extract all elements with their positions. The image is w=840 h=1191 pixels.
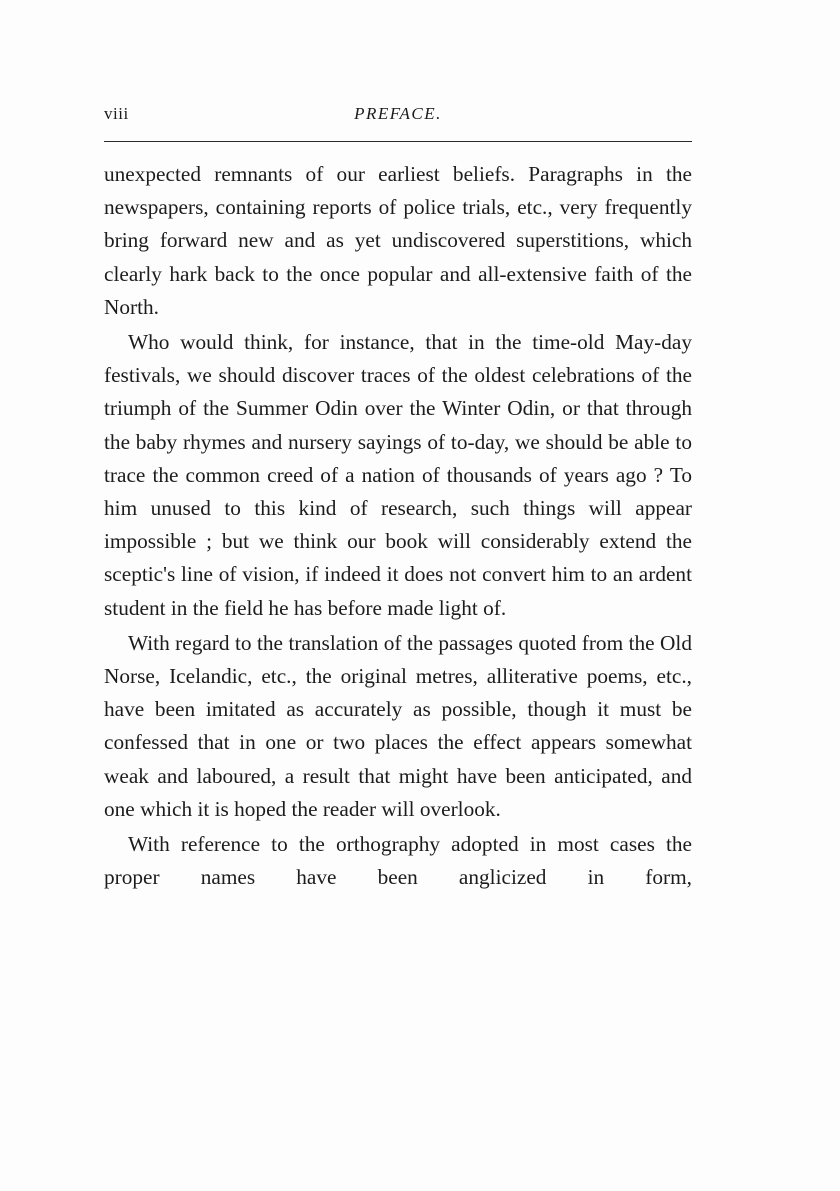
body-text xyxy=(104,158,692,894)
paragraph-mayday: Who would think, for instance, that in the time-old May-day festivals, we should discover traces of the oldest celebrations of the triumph of the Summer Odin over the Winter Odin, or that through the baby rhymes and nursery sayings of to-day, we should be able to trace the common creed of a nation of thousands of years ago ? To him unused to this kind of research, such things will appear impossible ; but we think our book will considerably extend the sceptic's line of vision, if indeed it does not convert him to an ardent student in the field he has before made light of. xyxy=(104,330,692,620)
page-number: viii xyxy=(104,104,129,123)
running-title: PREFACE. xyxy=(354,104,442,123)
paragraph-continuation: unexpected remnants of our earliest beliefs. Paragraphs in the newspapers, containing reports of police trials, etc., very frequently bring forward new and as yet undiscovered superstitions, which clearly hark back to the once popular and all-extensive faith of the North. xyxy=(104,162,692,319)
paragraph-orthography: With reference to the orthography adopted in most cases the proper names have been anglicized in form, xyxy=(104,832,692,890)
header-rule xyxy=(104,141,692,142)
running-head xyxy=(104,104,692,134)
paragraph-translation: With regard to the translation of the passages quoted from the Old Norse, Icelandic, etc., the original metres, alliterative poems, etc., have been imitated as accurately as possible, though it must be confessed that in one or two places the effect appears somewhat weak and laboured, a result that might have been anticipated, and one which it is hoped the reader will overlook. xyxy=(104,630,692,821)
